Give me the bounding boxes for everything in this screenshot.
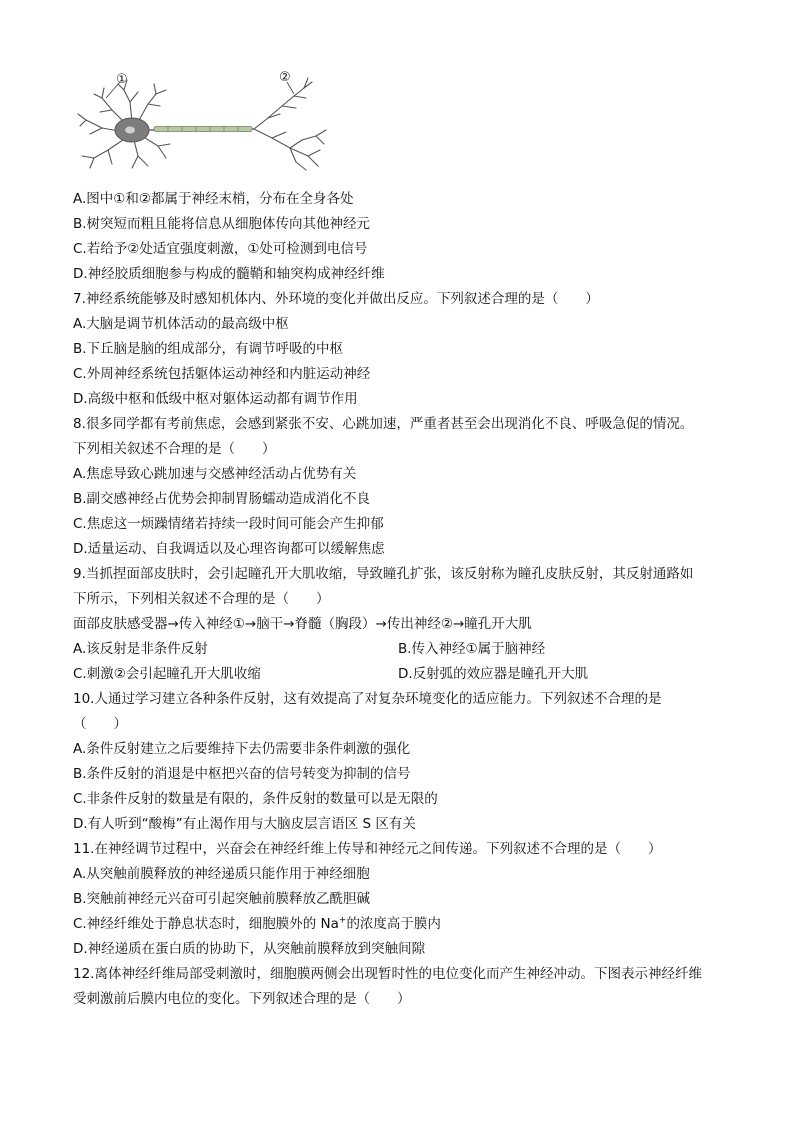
- q10-option-d: D.有人听到“酸梅”有止渴作用与大脑皮层言语区 S 区有关: [73, 816, 416, 832]
- q9-stem-line2: 下所示，下列相关叙述不合理的是（ ）: [73, 591, 330, 607]
- q10-stem-line2: （ ）: [73, 716, 127, 732]
- q10-option-a: A.条件反射建立之后要维持下去仍需要非条件刺激的强化: [73, 741, 411, 757]
- q10-option-c: C.非条件反射的数量是有限的，条件反射的数量可以是无限的: [73, 791, 438, 807]
- q6-option-a: A.图中①和②都属于神经末梢，分布在全身各处: [73, 191, 354, 207]
- q11-option-c-text-post: 的浓度高于膜内: [346, 916, 441, 932]
- figure-label-2: ②: [279, 70, 291, 85]
- q9-option-d: D.反射弧的效应器是瞳孔开大肌: [398, 666, 589, 682]
- q12-stem-line1: 12.离体神经纤维局部受刺激时，细胞膜两侧会出现暂时性的电位变化而产生神经冲动。下图表示神经纤维: [73, 966, 702, 982]
- q10-option-b: B.条件反射的消退是中枢把兴奋的信号转变为抑制的信号: [73, 766, 411, 782]
- q8-option-b: B.副交感神经占优势会抑制胃肠蠕动造成消化不良: [73, 491, 371, 507]
- q8-stem-line1: 8.很多同学都有考前焦虑，会感到紧张不安、心跳加速，严重者甚至会出现消化不良、呼吸急促的情况。: [73, 416, 694, 432]
- q7-stem: 7.神经系统能够及时感知机体内、外环境的变化并做出反应。下列叙述合理的是（ ）: [73, 291, 599, 307]
- neuron-figure: [72, 70, 342, 175]
- q7-option-a: A.大脑是调节机体活动的最高级中枢: [73, 316, 289, 332]
- q8-option-c: C.焦虑这一烦躁情绪若持续一段时间可能会产生抑郁: [73, 516, 384, 532]
- q6-option-d: D.神经胶质细胞参与构成的髓鞘和轴突构成神经纤维: [73, 266, 385, 282]
- q6-option-c: C.若给予②处适宜强度刺激，①处可检测到电信号: [73, 241, 368, 257]
- q11-stem: 11.在神经调节过程中，兴奋会在神经纤维上传导和神经元之间传递。下列叙述不合理的是（ ）: [73, 841, 662, 857]
- q8-option-d: D.适量运动、自我调适以及心理咨询都可以缓解焦虑: [73, 541, 385, 557]
- q11-option-b: B.突触前神经元兴奋可引起突触前膜释放乙酰胆碱: [73, 891, 371, 907]
- neuron-diagram: [72, 70, 342, 175]
- q11-option-c: [73, 912, 723, 937]
- q6-option-b: B.树突短而粗且能将信息从细胞体传向其他神经元: [73, 216, 371, 232]
- q8-option-a: A.焦虑导致心跳加速与交感神经活动占优势有关: [73, 466, 357, 482]
- q7-option-b: B.下丘脑是脑的组成部分，有调节呼吸的中枢: [73, 341, 344, 357]
- q9-options-row-1: [73, 637, 723, 662]
- q9-pathway: 面部皮肤感受器→传入神经①→脑干→脊髓（胸段）→传出神经②→瞳孔开大肌: [73, 616, 532, 632]
- q9-options-row-2: [73, 662, 723, 687]
- q11-option-d: D.神经递质在蛋白质的协助下，从突触前膜释放到突触间隙: [73, 941, 426, 957]
- q11-option-a: A.从突触前膜释放的神经递质只能作用于神经细胞: [73, 866, 370, 882]
- q9-option-c: C.刺激②会引起瞳孔开大肌收缩: [73, 666, 261, 682]
- q10-stem-line1: 10.人通过学习建立各种条件反射，这有效提高了对复杂环境变化的适应能力。下列叙述不合理的是: [73, 691, 662, 707]
- q7-option-c: C.外周神经系统包括躯体运动神经和内脏运动神经: [73, 366, 371, 382]
- q7-option-d: D.高级中枢和低级中枢对躯体运动都有调节作用: [73, 391, 358, 407]
- question-content: [73, 187, 723, 1012]
- figure-label-1: ①: [116, 72, 128, 87]
- q9-stem-line1: 9.当抓捏面部皮肤时，会引起瞳孔开大肌收缩，导致瞳孔扩张，该反射称为瞳孔皮肤反射，其反射通路如: [73, 566, 694, 582]
- q9-option-a: A.该反射是非条件反射: [73, 641, 208, 657]
- q11-option-c-text-pre: C.神经纤维处于静息状态时，细胞膜外的 Na: [73, 916, 339, 932]
- q11-option-c-superscript: +: [338, 915, 347, 926]
- q9-option-b: B.传入神经①属于脑神经: [398, 641, 546, 657]
- q8-stem-line2: 下列相关叙述不合理的是（ ）: [73, 441, 276, 457]
- q12-stem-line2: 受刺激前后膜内电位的变化。下列叙述合理的是（ ）: [73, 991, 411, 1007]
